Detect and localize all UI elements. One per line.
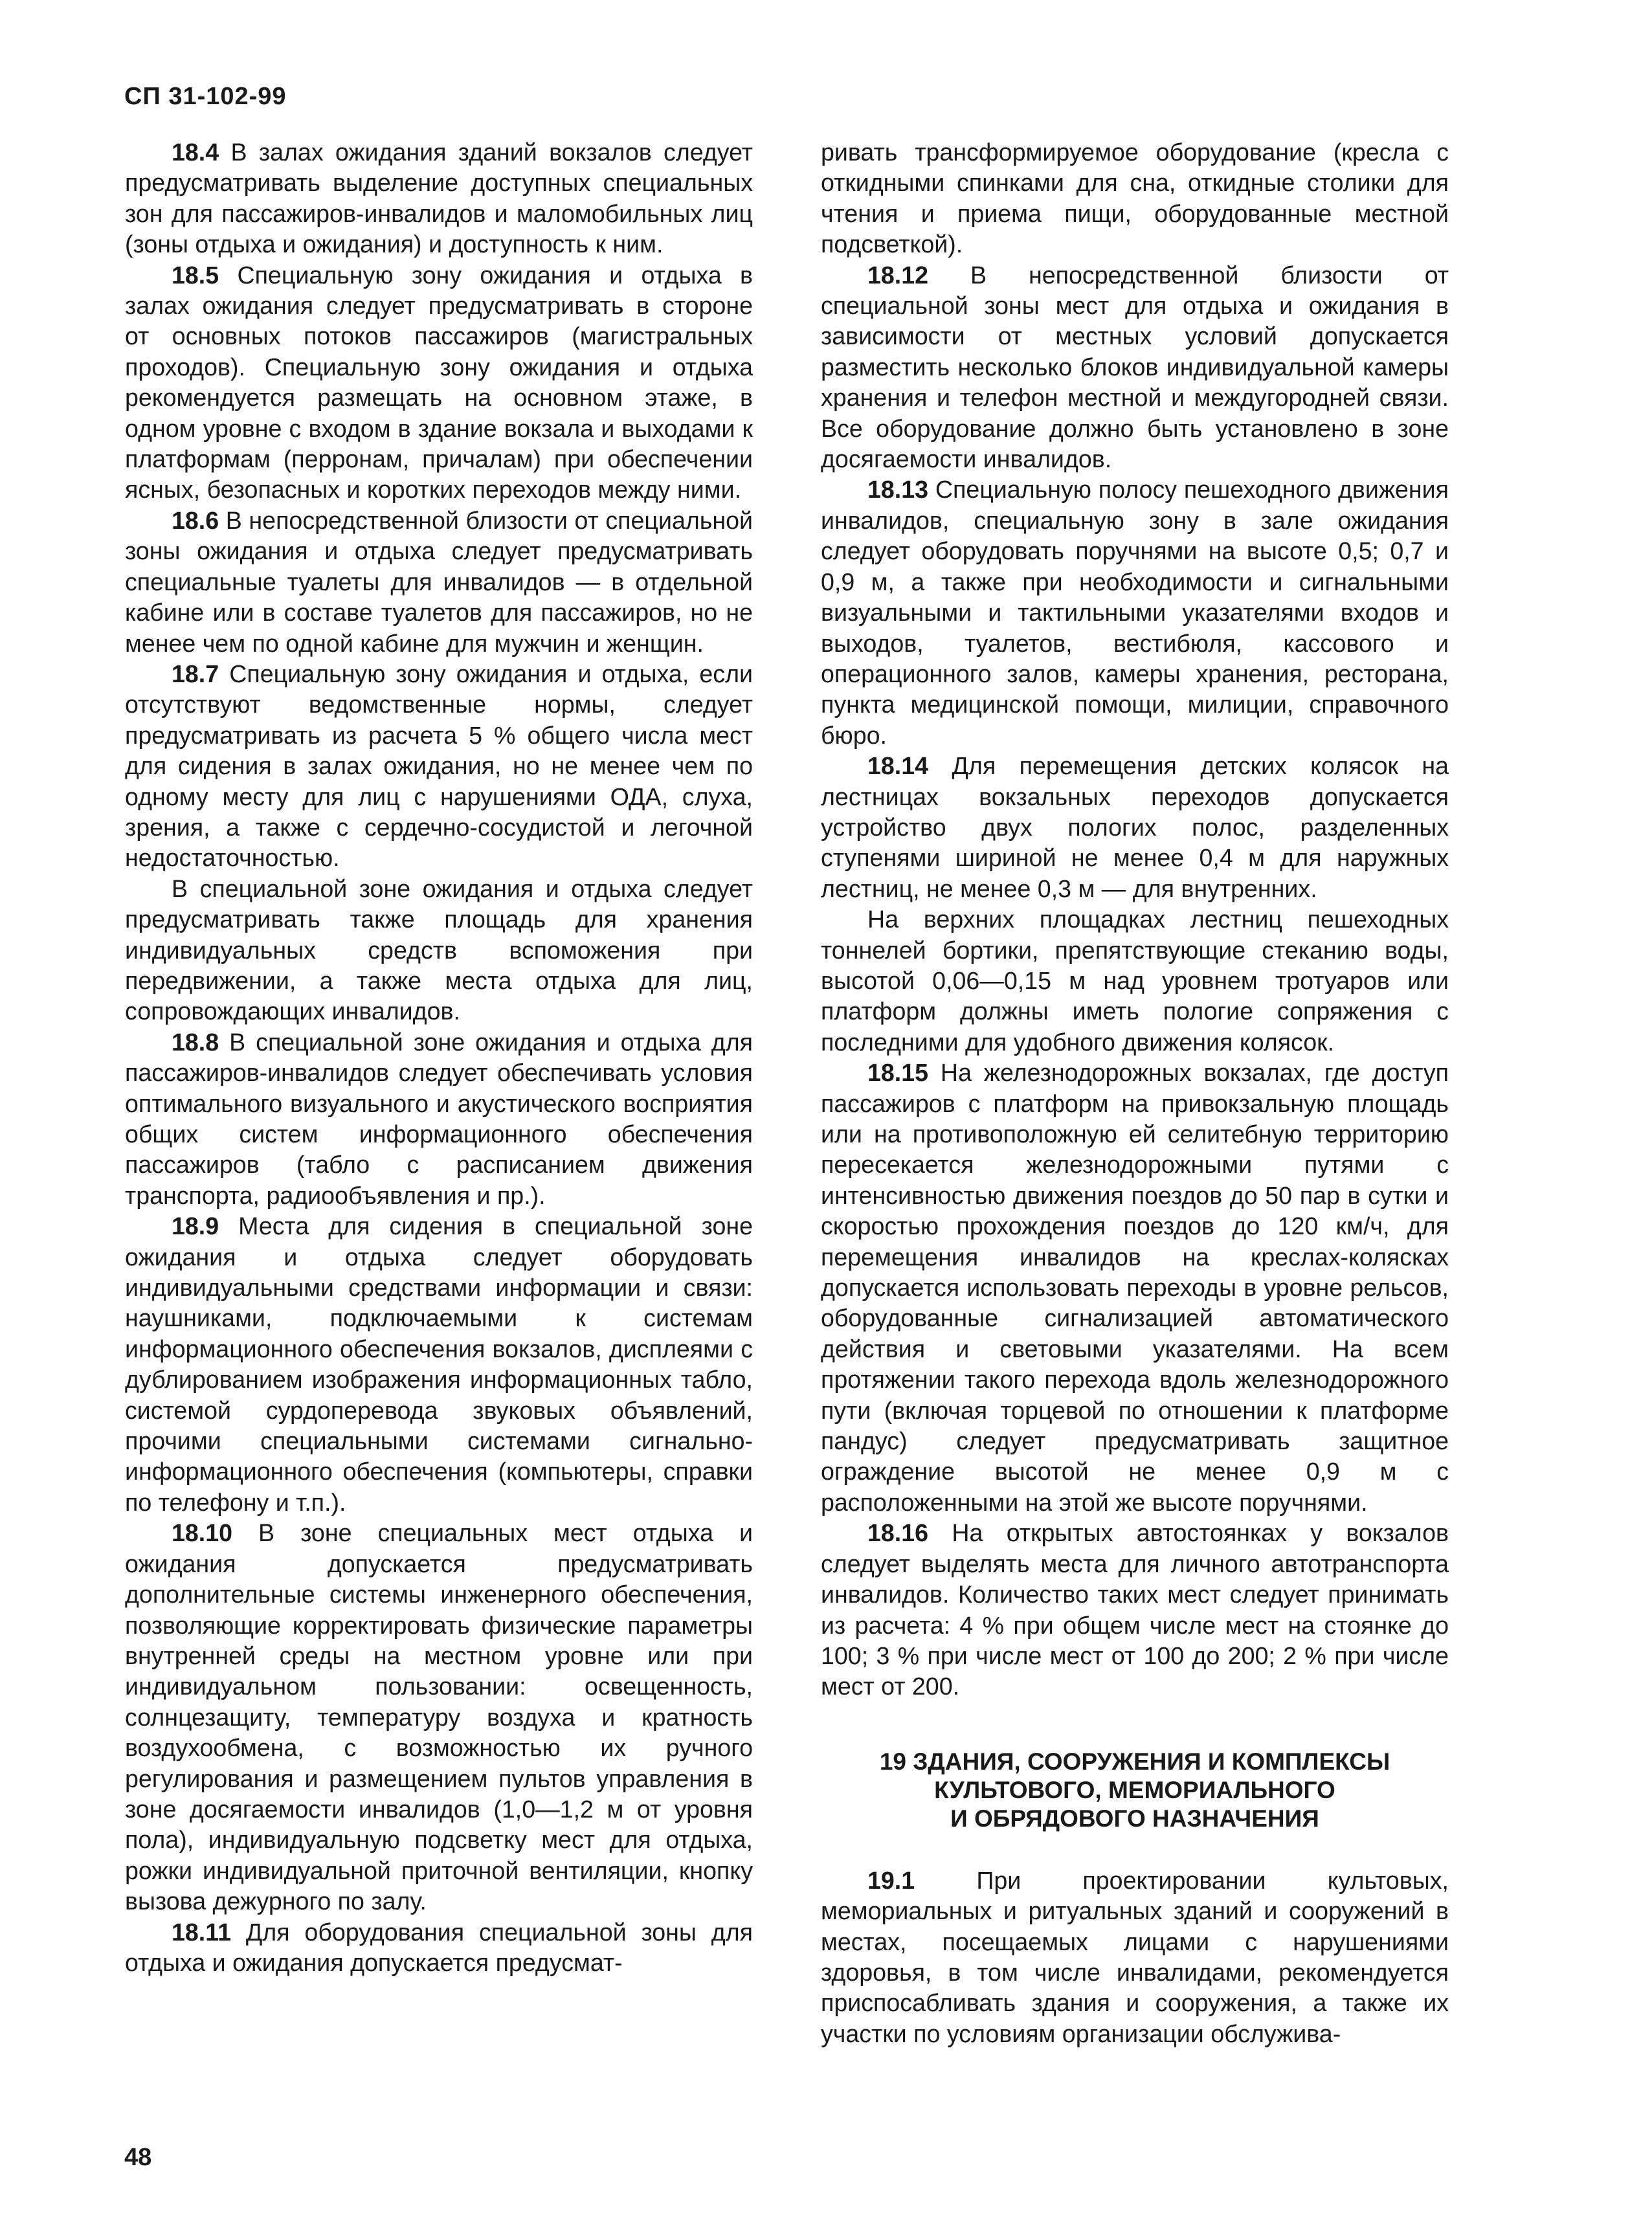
paragraph-text: При проектировании культовых, мемориальных и ритуальных зданий и сооружений в местах, посещаемых лицами с нарушениями здоровья, в том числе инвалидами, рекомендуется приспосабливать здания и сооружения, а также их участки по условиям организации обслужива-	[821, 1866, 1449, 2047]
paragraph-18-14	[821, 751, 1449, 904]
paragraph-number: 18.10	[172, 1519, 233, 1547]
paragraph-text: В зоне специальных мест отдыха и ожидания допускается предусматривать дополнительные системы инженерного обеспечения, позволяющие корректировать физические параметры внутренней среды на местном уровне или при индивидуальном пользовании: освещенность, солнцезащиту, температуру воздуха и кратность воздухообмена, с возможностью их ручного регулирования и размещением пультов управления в зоне досягаемости инвалидов (1,0—1,2 м от уровня пола), индивидуальную подсветку мест для отдыха, рожки индивидуальной приточной вентиляции, кнопку вызова дежурного по залу.	[125, 1519, 753, 1915]
paragraph-number: 18.7	[172, 660, 219, 687]
paragraph-18-11	[125, 1917, 753, 1979]
document-code: СП 31-102-99	[124, 83, 287, 110]
section-heading-line: 19 ЗДАНИЯ, СООРУЖЕНИЯ И КОМПЛЕКСЫ	[879, 1748, 1390, 1775]
paragraph-text: Специальную зону ожидания и отдыха в залах ожидания следует предусматривать в стороне от основных потоков пассажиров (магистральных проходов). Специальную зону ожидания и отдыха рекомендуется размещать на основном этаже, в одном уровне с входом в здание вокзала и выходами к платформам (перронам, причалам) при обеспечении ясных, безопасных и коротких переходов между ними.	[125, 261, 753, 504]
paragraph-18-9	[125, 1211, 753, 1518]
paragraph-text: В непосредственной близости от специальной зоны ожидания и отдыха следует предусматривать специальные туалеты для инвалидов — в отдельной кабине или в составе туалетов для пассажиров, но не менее чем по одной кабине для мужчин и женщин.	[125, 506, 753, 657]
paragraph-18-16	[821, 1518, 1449, 1702]
section-heading-line: КУЛЬТОВОГО, МЕМОРИАЛЬНОГО	[934, 1776, 1335, 1803]
paragraph-18-6	[125, 506, 753, 659]
paragraph-number: 18.5	[172, 261, 219, 289]
paragraph-18-15	[821, 1058, 1449, 1518]
paragraph-number: 18.8	[172, 1028, 219, 1056]
paragraph-number: 18.15	[867, 1059, 929, 1087]
paragraph-18-4	[125, 137, 753, 260]
paragraph-number: 18.9	[172, 1212, 219, 1240]
paragraph-text: На открытых автостоянках у вокзалов следует выделять места для личного автотранспорта инвалидов. Количество таких мест следует принимать из расчета: 4 % при общем числе мест на стоянке до 100; 3 % при числе мест от 100 до 200; 2 % при числе мест от 200.	[821, 1519, 1449, 1700]
paragraph-number: 18.13	[867, 476, 929, 504]
paragraph-number: 18.14	[867, 752, 929, 780]
paragraph-text: В непосредственной близости от специальной зоны мест для отдыха и ожидания в зависимости от местных условий допускается разместить несколько блоков индивидуальной камеры хранения и телефон местной и междугородней связи. Все оборудование должно быть установлено в зоне досягаемости инвалидов.	[821, 261, 1449, 473]
paragraph-18-5	[125, 260, 753, 506]
paragraph-text: Для перемещения детских колясок на лестницах вокзальных переходов допускается устройство двух пологих полос, разделенных ступенями шириной не менее 0,4 м для наружных лестниц, не менее 0,3 м — для внутренних.	[821, 752, 1449, 902]
section-19-heading	[821, 1748, 1449, 1833]
paragraph-text: В залах ожидания зданий вокзалов следует предусматривать выделение доступных специальных зон для пассажиров-инвалидов и маломобильных лиц (зоны отдыха и ожидания) и доступность к ним.	[125, 139, 753, 258]
paragraph-text: ривать трансформируемое оборудование (кресла с откидными спинками для сна, откидные столики для чтения и приема пищи, оборудованные местной подсветкой).	[821, 139, 1449, 258]
paragraph-text: В специальной зоне ожидания и отдыха следует предусматривать также площадь для хранения индивидуальных средств вспоможения при передвижении, а также места отдыха для лиц, сопровождающих инвалидов.	[125, 874, 753, 1025]
paragraph-18-12	[821, 260, 1449, 475]
paragraph-18-8	[125, 1027, 753, 1211]
page-number: 48	[124, 2144, 152, 2171]
paragraph-number: 18.16	[867, 1519, 929, 1547]
paragraph-18-13	[821, 474, 1449, 751]
paragraph-number: 18.12	[867, 261, 929, 289]
paragraph-number: 18.4	[172, 139, 219, 166]
paragraph-18-10	[125, 1518, 753, 1917]
paragraph-text: На верхних площадках лестниц пешеходных тоннелей бортики, препятствующие стеканию воды, высотой 0,06—0,15 м над уровнем тротуаров или платформ должны иметь пологие сопряжения с последними для удобного движения колясок.	[821, 906, 1449, 1056]
paragraph-19-1	[821, 1865, 1449, 2049]
paragraph-number: 18.11	[172, 1918, 231, 1946]
section-heading-line: И ОБРЯДОВОГО НАЗНАЧЕНИЯ	[950, 1805, 1319, 1832]
paragraph-text: В специальной зоне ожидания и отдыха для пассажиров-инвалидов следует обеспечивать условия оптимального визуального и акустического восприятия общих систем информационного обеспечения пассажиров (табло с расписанием движения транспорта, радиообъявления и пр.).	[125, 1028, 753, 1209]
paragraph-number: 19.1	[867, 1866, 915, 1894]
paragraph-text: Для оборудования специальной зоны для отдыха и ожидания допускается предусмат-	[125, 1918, 753, 1976]
paragraph-18-7	[125, 659, 753, 874]
paragraph-text: Места для сидения в специальной зоне ожидания и отдыха следует оборудовать индивидуальными средствами информации и связи: наушниками, подключаемыми к системам информационного обеспечения вокзалов, дисплеями с дублированием изображения информационных табло, системой сурдоперевода звуковых объявлений, прочими специальными системами сигнально-информационного обеспечения (компьютеры, справки по телефону и т.п.).	[125, 1212, 753, 1516]
paragraph-text: Специальную полосу пешеходного движения инвалидов, специальную зону в зале ожидания следует оборудовать поручнями на высоте 0,5; 0,7 и 0,9 м, а также при необходимости и сигнальными визуальными и тактильными указателями входов и выходов, туалетов, вестибюля, кассового и операционного залов, камеры хранения, ресторана, пункта медицинской помощи, милиции, справочного бюро.	[821, 476, 1449, 749]
right-column	[821, 137, 1449, 2049]
paragraph-text: Специальную зону ожидания и отдыха, если отсутствуют ведомственные нормы, следует предусматривать из расчета 5 % общего числа мест для сидения в залах ожидания, но не менее чем по одному месту для лиц с нарушениями ОДА, слуха, зрения, а также с сердечно-сосудистой и легочной недостаточностью.	[125, 660, 753, 872]
paragraph-18-7-cont	[125, 874, 753, 1027]
paragraph-18-11-cont	[821, 137, 1449, 260]
paragraph-text: На железнодорожных вокзалах, где доступ пассажиров с платформ на привокзальную площадь или на противоположную ей селитебную территорию пересекается железнодорожными путями с интенсивностью движения поездов до 50 пар в сутки и скоростью прохождения поездов до 120 км/ч, для перемещения инвалидов на креслах-колясках допускается использовать переходы в уровне рельсов, оборудованные сигнализацией автоматического действия и световыми указателями. На всем протяжении такого перехода вдоль железнодорожного пути (включая торцевой по отношении к платформе пандус) следует предусматривать защитное ограждение высотой не менее 0,9 м с расположенными на этой же высоте поручнями.	[821, 1059, 1449, 1516]
left-column	[125, 137, 753, 1978]
paragraph-number: 18.6	[172, 506, 219, 534]
paragraph-18-14-cont	[821, 904, 1449, 1058]
